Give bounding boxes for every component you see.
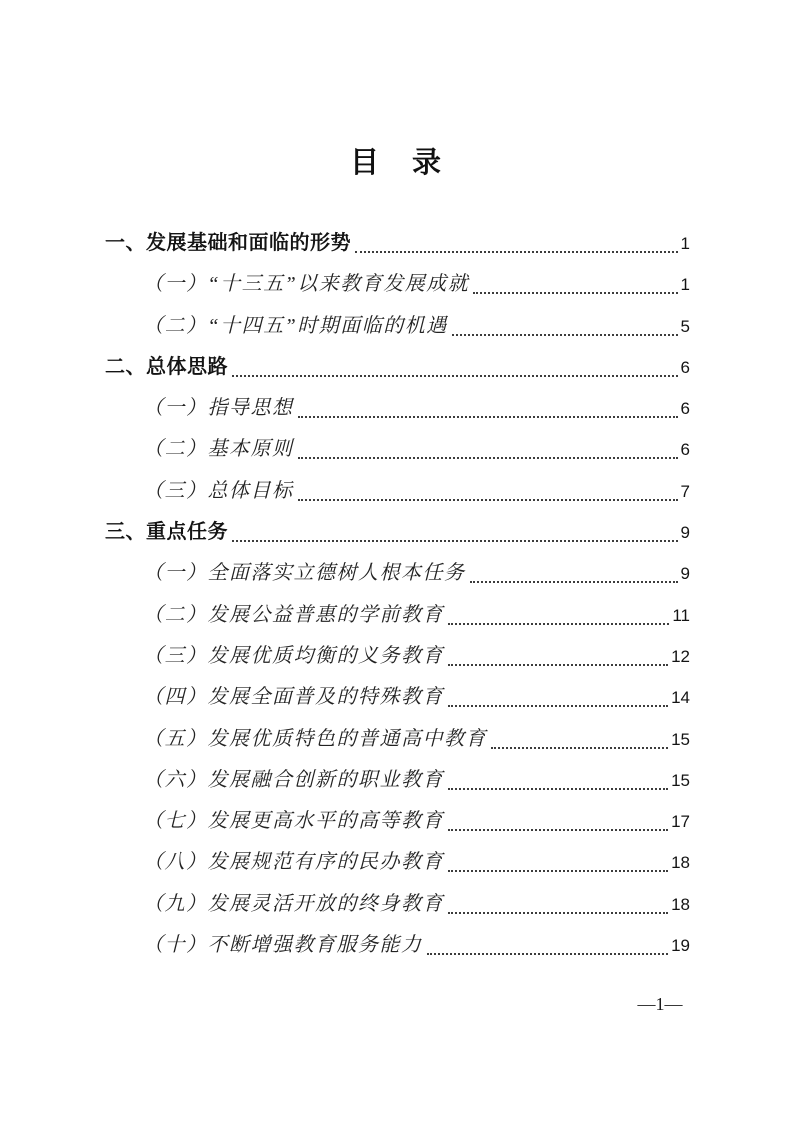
toc-entry-page-number: 18: [671, 853, 690, 873]
toc-entry-page-number: 19: [671, 936, 690, 956]
dot-leader: [448, 820, 668, 831]
toc-entry: [105, 515, 690, 556]
toc-entry-label: 二、总体思路: [105, 355, 228, 378]
toc-entry-page-number: 17: [671, 812, 690, 832]
toc-entry-label: （一）指导思想: [143, 397, 294, 420]
dot-leader: [298, 407, 678, 418]
toc-entry: [105, 928, 690, 969]
dot-leader: [448, 614, 669, 625]
toc-entry-page-number: 9: [680, 564, 690, 584]
toc-entry-label: （六）发展融合创新的职业教育: [143, 768, 444, 791]
toc-entry-label: （九）发展灵活开放的终身教育: [143, 892, 444, 915]
toc-list: [105, 226, 690, 969]
toc-entry-label: （七）发展更高水平的高等教育: [143, 810, 444, 833]
toc-entry-page-number: 6: [680, 357, 690, 377]
toc-entry-page-number: 15: [671, 729, 690, 749]
toc-entry-page-number: 5: [680, 316, 690, 336]
dot-leader: [448, 903, 668, 914]
toc-entry-label: （四）发展全面普及的特殊教育: [143, 686, 444, 709]
toc-entry-label: 一、发展基础和面临的形势: [105, 232, 351, 254]
dot-leader: [491, 738, 668, 749]
dot-leader: [470, 572, 678, 583]
toc-entry-label: （五）发展优质特色的普通高中教育: [143, 727, 487, 750]
toc-entry: [105, 474, 690, 515]
toc-entry-page-number: 12: [671, 646, 690, 666]
footer-page-number: —1—: [637, 994, 683, 1014]
toc-entry-page-number: 18: [671, 894, 690, 914]
toc-entry-label: （一）“十三五”以来教育发展成就: [143, 273, 470, 296]
toc-entry-page-number: 6: [680, 440, 690, 460]
dot-leader: [448, 779, 668, 790]
toc-entry-label: （一）全面落实立德树人根本任务: [143, 562, 466, 585]
toc-entry-page-number: 6: [680, 399, 690, 419]
toc-entry: [105, 887, 690, 928]
toc-entry: [105, 226, 690, 267]
dot-leader: [232, 366, 678, 377]
toc-entry: [105, 722, 690, 763]
toc-entry: [105, 680, 690, 721]
toc-entry: [105, 639, 690, 680]
toc-entry: [105, 804, 690, 845]
toc-entry: [105, 391, 690, 432]
dot-leader: [298, 448, 678, 459]
toc-entry-label: （三）发展优质均衡的义务教育: [143, 644, 444, 667]
dot-leader: [232, 531, 678, 542]
toc-entry-label: （二）基本原则: [143, 438, 294, 461]
toc-entry-label: （十）不断增强教育服务能力: [143, 934, 423, 957]
toc-entry-label: 三、重点任务: [105, 521, 228, 544]
toc-entry: [105, 598, 690, 639]
toc-entry-page-number: 9: [680, 523, 690, 543]
toc-entry-label: （二）“十四五”时期面临的机遇: [143, 314, 448, 337]
dot-leader: [427, 944, 669, 955]
toc-entry: [105, 350, 690, 391]
dot-leader: [448, 696, 668, 707]
toc-entry: [105, 267, 690, 308]
dot-leader: [298, 490, 678, 501]
dot-leader: [473, 283, 677, 294]
toc-entry: [105, 763, 690, 804]
toc-entry-page-number: 7: [680, 481, 690, 501]
toc-entry: [105, 432, 690, 473]
toc-entry: [105, 845, 690, 886]
toc-entry-label: （二）发展公益普惠的学前教育: [143, 603, 444, 626]
toc-entry-page-number: 1: [680, 275, 690, 295]
toc-entry-page-number: 15: [671, 770, 690, 790]
toc-entry-label: （八）发展规范有序的民办教育: [143, 851, 444, 874]
dot-leader: [448, 861, 668, 872]
toc-entry: [105, 309, 690, 350]
dot-leader: [452, 325, 678, 336]
toc-entry-page-number: 14: [671, 688, 690, 708]
toc-entry-page-number: 1: [680, 234, 690, 253]
toc-entry-label: （三）总体目标: [143, 479, 294, 502]
dot-leader: [355, 242, 678, 253]
dot-leader: [448, 655, 668, 666]
page-title: 目 录: [349, 147, 443, 179]
toc-entry: [105, 556, 690, 597]
toc-entry-page-number: 11: [672, 605, 690, 625]
